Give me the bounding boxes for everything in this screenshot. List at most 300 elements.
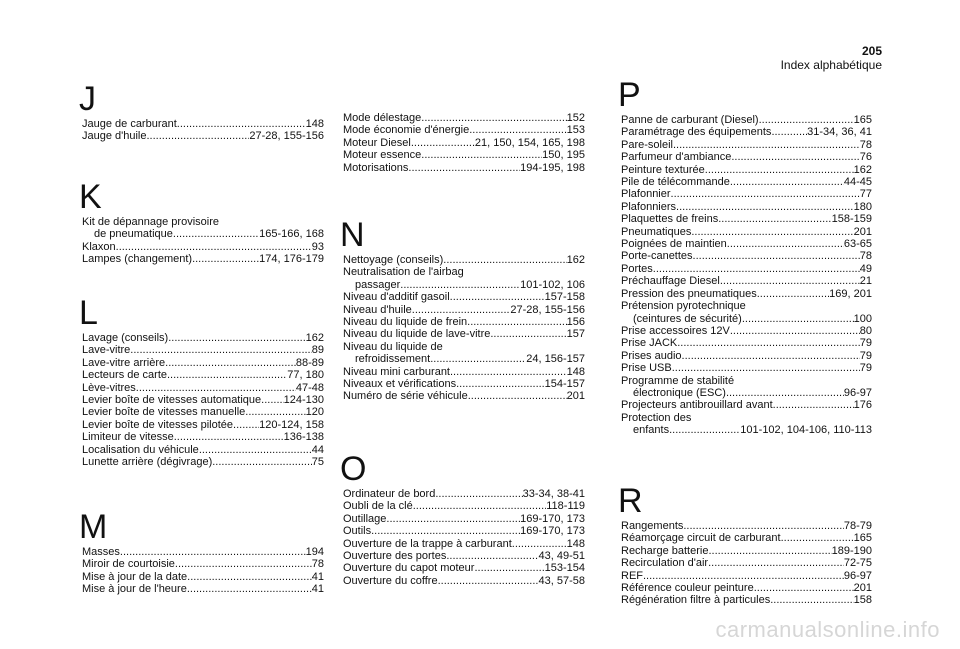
index-entry-pages: 201 xyxy=(853,225,872,238)
index-entry-pages: 79 xyxy=(859,337,872,350)
index-entry-pages: 49 xyxy=(859,262,872,275)
index-section xyxy=(79,508,324,596)
dot-leader xyxy=(512,538,567,550)
index-entry-title: Pneumatiques xyxy=(621,225,692,238)
index-entry-pages: 174, 176-179 xyxy=(259,253,324,266)
index-entry-title: Limiteur de vitesse xyxy=(82,431,174,444)
index-entry xyxy=(82,419,324,431)
index-entry-title: Niveau du liquide de xyxy=(343,340,443,353)
index-entry-pages: 31-34, 36, 41 xyxy=(807,126,872,139)
index-entry-pages: 180 xyxy=(853,200,872,213)
index-entry xyxy=(82,571,324,583)
dot-leader xyxy=(245,406,305,418)
section-letter: P xyxy=(618,76,641,114)
index-entry xyxy=(343,316,585,328)
index-entry-title: Lave-vitre xyxy=(82,344,131,357)
index-entry-title: Peinture texturée xyxy=(621,163,705,176)
dot-leader xyxy=(781,532,854,544)
index-entry xyxy=(621,288,872,300)
index-entry xyxy=(82,406,324,418)
dot-leader xyxy=(187,583,312,595)
index-entry-pages: 93 xyxy=(311,240,324,253)
dot-leader xyxy=(456,378,545,390)
index-entry xyxy=(82,332,324,344)
index-entry xyxy=(621,313,872,325)
dot-leader xyxy=(450,366,567,378)
index-section xyxy=(618,76,872,437)
index-entry xyxy=(621,424,872,436)
index-entry xyxy=(343,304,585,316)
index-entry xyxy=(621,362,872,374)
index-entry-pages: 165-166, 168 xyxy=(259,228,324,241)
dot-leader xyxy=(371,525,520,537)
index-entry-pages: 136-138 xyxy=(283,431,324,444)
dot-leader xyxy=(261,394,283,406)
index-entry-pages: 101-102, 106 xyxy=(520,278,585,291)
dot-leader xyxy=(676,201,854,213)
index-entry-title: Ordinateur de bord xyxy=(343,488,436,500)
index-entry-title: Portes xyxy=(621,262,653,275)
index-entry-title: Parfumeur d'ambiance xyxy=(621,151,732,164)
index-entry-title: Levier boîte de vitesses automatique xyxy=(82,394,262,407)
index-entry xyxy=(621,151,872,163)
dot-leader xyxy=(720,275,860,287)
index-entry-pages: 76 xyxy=(859,151,872,164)
index-entry-pages: 194 xyxy=(305,546,324,558)
index-entry-pages: 165 xyxy=(853,532,872,545)
index-entry-pages: 153-154 xyxy=(544,562,585,575)
index-entry-title: Outillage xyxy=(343,512,387,525)
index-entry xyxy=(82,382,324,394)
index-entry xyxy=(82,253,324,265)
index-entry xyxy=(343,513,585,525)
dot-leader xyxy=(438,575,539,587)
dot-leader xyxy=(682,350,860,362)
dot-leader xyxy=(731,151,859,163)
index-entry xyxy=(621,114,872,126)
index-entry-pages: 27-28, 155-156 xyxy=(510,303,585,316)
dot-leader xyxy=(165,357,296,369)
index-entry-pages: 43, 49-51 xyxy=(538,550,585,563)
dot-leader xyxy=(770,594,853,606)
index-entry-pages: 88-89 xyxy=(295,356,324,369)
index-entry-title: Niveau du liquide de lave-vitre xyxy=(343,328,491,341)
index-entry-title: Pare-soleil xyxy=(621,138,673,151)
index-entry xyxy=(621,226,872,238)
index-entry-title: Recirculation d'air xyxy=(621,557,709,570)
dot-leader xyxy=(386,513,520,525)
index-entry-pages: 41 xyxy=(311,570,324,583)
dot-leader xyxy=(742,313,854,325)
dot-leader xyxy=(771,126,807,138)
index-entry-pages: 72-75 xyxy=(843,557,872,570)
index-entry xyxy=(621,520,872,532)
dot-leader xyxy=(421,112,566,124)
index-entry xyxy=(621,582,872,594)
dot-leader xyxy=(754,582,854,594)
index-entry xyxy=(621,325,872,337)
index-entry xyxy=(343,538,585,550)
index-entry-title: Rangements xyxy=(621,520,684,532)
index-entry xyxy=(82,444,324,456)
section-letter: R xyxy=(618,482,643,520)
dot-leader xyxy=(726,387,844,399)
index-entry-continuation: électronique (ESC) xyxy=(633,386,726,399)
index-entry-pages: 43, 57-58 xyxy=(538,574,585,587)
index-entry-pages: 124-130 xyxy=(283,394,324,407)
dot-leader xyxy=(757,288,829,300)
dot-leader xyxy=(669,424,740,436)
index-entry-title: Préchauffage Diesel xyxy=(621,275,720,288)
index-entry xyxy=(621,238,872,250)
index-entry xyxy=(343,137,585,149)
index-entry-title: Référence couleur peinture xyxy=(621,582,754,595)
index-entry-pages: 78 xyxy=(311,558,324,571)
index-entry-title: Lave-vitre arrière xyxy=(82,356,166,369)
index-entry-title: Protection des xyxy=(621,411,692,424)
dot-leader xyxy=(718,213,831,225)
index-entry-title: Projecteurs antibrouillard avant xyxy=(621,399,773,412)
index-entry-title: Klaxon xyxy=(82,240,116,253)
index-entry-pages: 152 xyxy=(566,112,585,124)
index-entry-pages: 44 xyxy=(311,443,324,456)
index-entry xyxy=(343,279,585,291)
index-entry xyxy=(343,124,585,136)
index-entry-pages: 24, 156-157 xyxy=(526,353,585,366)
index-entry-pages: 80 xyxy=(859,324,872,337)
index-entry-title: Régénération filtre à particules xyxy=(621,594,771,607)
dot-leader xyxy=(400,279,520,291)
index-entry-pages: 79 xyxy=(859,349,872,362)
index-entry xyxy=(621,557,872,569)
index-entry-pages: 176 xyxy=(853,399,872,412)
section-letter: N xyxy=(340,216,365,254)
index-entry-title: Paramétrage des équipements xyxy=(621,126,772,139)
dot-leader xyxy=(677,337,860,349)
index-entry-title: Kit de dépannage provisoire xyxy=(82,216,219,228)
index-entry-title: Mode économie d'énergie xyxy=(343,124,470,137)
index-entry-title: Panne de carburant (Diesel) xyxy=(621,114,759,126)
index-entry xyxy=(343,488,585,500)
index-entry-title: Ouverture de la trappe à carburant xyxy=(343,537,512,550)
index-entry-title: Jauge d'huile xyxy=(82,130,147,143)
index-entry-title: Mise à jour de l'heure xyxy=(82,583,187,596)
index-entry xyxy=(343,500,585,512)
dot-leader xyxy=(173,228,259,240)
dot-leader xyxy=(177,118,306,130)
index-entry xyxy=(621,164,872,176)
index-entry-continuation: enfants xyxy=(633,424,670,437)
index-entry xyxy=(343,291,585,303)
index-entry-continuation: de pneumatique xyxy=(94,228,173,241)
index-entry-pages: 148 xyxy=(566,537,585,550)
dot-leader xyxy=(708,557,844,569)
index-entry-title: Porte-canettes xyxy=(621,250,693,263)
dot-leader xyxy=(136,382,296,394)
index-entry xyxy=(621,387,872,399)
index-entry-title: Niveau d'huile xyxy=(343,303,412,316)
index-entry-pages: 162 xyxy=(566,254,585,266)
index-entry-pages: 89 xyxy=(311,344,324,357)
index-entry-title: Mise à jour de la date xyxy=(82,570,188,583)
index-entry xyxy=(621,188,872,200)
index-section xyxy=(79,178,324,266)
index-entry-title: Prise accessoires 12V xyxy=(621,324,730,337)
page-header xyxy=(781,44,882,72)
index-entry xyxy=(621,176,872,188)
dot-leader xyxy=(730,325,860,337)
index-entry-title: Programme de stabilité xyxy=(621,374,735,387)
dot-leader xyxy=(467,316,567,328)
index-section xyxy=(340,216,585,403)
dot-leader xyxy=(683,520,843,532)
index-entry-title: Levier boîte de vitesses pilotée xyxy=(82,418,234,431)
index-entry xyxy=(621,263,872,275)
index-entry-title: Nettoyage (conseils) xyxy=(343,254,444,266)
dot-leader xyxy=(474,562,544,574)
index-entry-title: Pile de télécommande xyxy=(621,176,730,189)
index-entry-title: Niveaux et vérifications xyxy=(343,378,457,391)
index-entry-title: Moteur essence xyxy=(343,149,422,162)
dot-leader xyxy=(730,176,844,188)
dot-leader xyxy=(672,362,860,374)
section-letter: J xyxy=(79,80,96,118)
dot-leader xyxy=(468,390,567,402)
index-entry xyxy=(82,241,324,253)
index-entry xyxy=(343,149,585,161)
index-entry-pages: 201 xyxy=(853,582,872,595)
index-entry xyxy=(621,337,872,349)
index-entry-pages: 157-158 xyxy=(544,291,585,304)
index-entry-title: Masses xyxy=(82,546,120,558)
index-entry xyxy=(343,378,585,390)
index-entry-continuation: (ceintures de sécurité) xyxy=(633,312,742,325)
index-entry-title: Lunette arrière (dégivrage) xyxy=(82,456,213,469)
index-entry-title: Lecteurs de carte xyxy=(82,369,167,382)
index-entry-title: Ouverture du coffre xyxy=(343,574,438,587)
dot-leader xyxy=(691,226,853,238)
dot-leader xyxy=(673,139,860,151)
index-entry xyxy=(82,344,324,356)
index-entry xyxy=(621,126,872,138)
index-entry-pages: 189-190 xyxy=(831,544,872,557)
index-entry-title: Neutralisation de l'airbag xyxy=(343,266,464,279)
dot-leader xyxy=(192,253,259,265)
index-section xyxy=(79,294,324,469)
index-entry xyxy=(621,532,872,544)
index-entry xyxy=(82,118,324,130)
dot-leader xyxy=(174,431,284,443)
index-entry-pages: 78-79 xyxy=(843,520,872,532)
index-entry xyxy=(82,558,324,570)
index-entry-pages: 77 xyxy=(859,188,872,201)
index-entry-pages: 100 xyxy=(853,312,872,325)
dot-leader xyxy=(705,164,854,176)
index-entry-pages: 27-28, 155-156 xyxy=(249,130,324,143)
index-entry xyxy=(343,254,585,266)
index-section xyxy=(618,482,872,607)
dot-leader xyxy=(233,419,259,431)
dot-leader xyxy=(168,332,305,344)
section-title: Index alphabétique xyxy=(780,58,882,72)
index-entry-pages: 96-97 xyxy=(843,386,872,399)
index-entry xyxy=(343,562,585,574)
index-entry-pages: 153 xyxy=(566,124,585,137)
index-entry xyxy=(343,390,585,402)
dot-leader xyxy=(693,250,860,262)
index-entry-title: Poignées de maintien xyxy=(621,238,727,251)
index-entry-pages: 150, 195 xyxy=(542,149,585,162)
index-entry-pages: 162 xyxy=(305,332,324,344)
index-entry xyxy=(621,201,872,213)
dot-leader xyxy=(430,353,526,365)
index-entry-pages: 63-65 xyxy=(843,238,872,251)
index-entry xyxy=(82,357,324,369)
index-entry-title: Ouverture du capot moteur xyxy=(343,562,475,575)
index-entry xyxy=(82,546,324,558)
index-entry-pages: 41 xyxy=(311,583,324,596)
dot-leader xyxy=(187,571,312,583)
dot-leader xyxy=(435,488,522,500)
index-entry-title: Pression des pneumatiques xyxy=(621,287,757,300)
dot-leader xyxy=(421,149,542,161)
index-entry-title: Prises audio xyxy=(621,349,682,362)
dot-leader xyxy=(413,500,547,512)
index-entry-pages: 154-157 xyxy=(544,378,585,391)
dot-leader xyxy=(411,137,475,149)
dot-leader xyxy=(469,124,566,136)
index-entry-pages: 101-102, 104-106, 110-113 xyxy=(740,424,872,437)
index-entry-continuation: refroidissement xyxy=(355,353,431,366)
index-entry-title: Motorisations xyxy=(343,161,409,174)
index-entry-pages: 148 xyxy=(305,118,324,130)
page-number: 205 xyxy=(861,44,882,58)
index-entry-title: Numéro de série véhicule xyxy=(343,390,468,403)
index-entry-title: Niveau mini carburant xyxy=(343,365,450,378)
index-entry-title: Niveau d'additif gasoil xyxy=(343,291,450,304)
dot-leader xyxy=(116,241,312,253)
dot-leader xyxy=(643,570,844,582)
index-entry xyxy=(343,550,585,562)
index-section xyxy=(343,112,585,174)
index-entry-pages: 165 xyxy=(853,114,872,126)
section-letter: M xyxy=(79,508,108,546)
index-entry-title: Lève-vitres xyxy=(82,381,136,394)
dot-leader xyxy=(490,328,566,340)
index-entry-title: Mode délestage xyxy=(343,112,422,124)
index-entry xyxy=(621,213,872,225)
index-entry xyxy=(343,525,585,537)
dot-leader xyxy=(450,291,545,303)
dot-leader xyxy=(443,254,566,266)
dot-leader xyxy=(708,545,831,557)
index-entry-title: Prétension pyrotechnique xyxy=(621,300,746,313)
index-entry xyxy=(621,139,872,151)
index-entry-pages: 47-48 xyxy=(295,381,324,394)
dot-leader xyxy=(446,550,538,562)
index-entry xyxy=(621,399,872,411)
index-entry-title: Ouverture des portes xyxy=(343,550,447,563)
index-entry-pages: 21 xyxy=(859,275,872,288)
index-entry-pages: 33-34, 38-41 xyxy=(522,488,585,500)
index-section xyxy=(340,450,585,587)
index-entry-pages: 78 xyxy=(859,138,872,151)
index-entry xyxy=(82,583,324,595)
index-entry-title: Plaquettes de freins xyxy=(621,213,719,226)
index-entry xyxy=(343,575,585,587)
index-entry-title: Jauge de carburant xyxy=(82,118,177,130)
dot-leader xyxy=(199,444,312,456)
dot-leader xyxy=(130,344,311,356)
index-entry-title: Moteur Diesel xyxy=(343,136,411,149)
index-entry xyxy=(82,456,324,468)
index-entry xyxy=(621,570,872,582)
index-entry-title: REF xyxy=(621,569,643,582)
index-entry xyxy=(621,350,872,362)
dot-leader xyxy=(120,546,306,558)
dot-leader xyxy=(147,130,250,142)
index-entry xyxy=(82,130,324,142)
index-entry-title: Recharge batterie xyxy=(621,544,709,557)
index-entry-title: Lavage (conseils) xyxy=(82,332,169,344)
index-entry xyxy=(343,112,585,124)
index-entry-pages: 44-45 xyxy=(843,176,872,189)
watermark: carmanualsonline.info xyxy=(715,617,940,642)
index-entry-pages: 120 xyxy=(305,406,324,419)
dot-leader xyxy=(408,162,520,174)
dot-leader xyxy=(175,558,312,570)
index-section xyxy=(79,80,324,143)
index-entry-title: Plafonnier xyxy=(621,188,671,201)
index-entry-title: Levier boîte de vitesses manuelle xyxy=(82,406,246,419)
index-entry xyxy=(621,275,872,287)
index-entry-pages: 157 xyxy=(566,328,585,341)
index-entry xyxy=(621,250,872,262)
dot-leader xyxy=(727,238,844,250)
index-entry-pages: 21, 150, 154, 165, 198 xyxy=(474,136,585,149)
index-entry-title: Miroir de courtoisie xyxy=(82,558,175,571)
dot-leader xyxy=(653,263,860,275)
index-entry xyxy=(82,228,324,240)
dot-leader xyxy=(773,399,854,411)
index-entry-pages: 120-124, 158 xyxy=(259,418,324,431)
index-entry xyxy=(82,431,324,443)
index-entry-pages: 156 xyxy=(566,316,585,329)
index-entry xyxy=(343,366,585,378)
index-entry-title: Oubli de la clé xyxy=(343,500,413,513)
dot-leader xyxy=(167,369,287,381)
index-entry xyxy=(621,545,872,557)
index-entry-pages: 148 xyxy=(566,365,585,378)
index-entry-title: Lampes (changement) xyxy=(82,253,193,266)
index-entry xyxy=(343,328,585,340)
section-letter: L xyxy=(79,294,98,332)
index-entry-title: Niveau du liquide de frein xyxy=(343,316,468,329)
dot-leader xyxy=(671,188,860,200)
index-entry-pages: 194-195, 198 xyxy=(520,161,585,174)
section-letter: K xyxy=(79,178,102,216)
index-entry xyxy=(621,594,872,606)
index-entry-continuation: passager xyxy=(355,278,401,291)
index-entry xyxy=(343,353,585,365)
index-entry-title: Réamorçage circuit de carburant xyxy=(621,532,781,545)
index-entry-pages: 169, 201 xyxy=(829,287,872,300)
index-entry-pages: 96-97 xyxy=(843,569,872,582)
index-entry-title: Localisation du véhicule xyxy=(82,443,199,456)
index-entry-pages: 79 xyxy=(859,362,872,375)
index-entry-pages: 78 xyxy=(859,250,872,263)
index-entry-pages: 158-159 xyxy=(831,213,872,226)
